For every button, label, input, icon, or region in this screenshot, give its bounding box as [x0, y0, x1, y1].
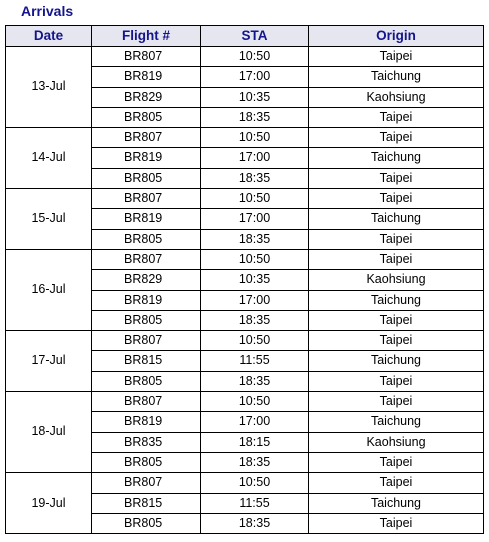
flight-number-cell: BR819 [92, 209, 201, 229]
sta-cell: 10:35 [201, 270, 309, 290]
sta-cell: 17:00 [201, 148, 309, 168]
sta-cell: 11:55 [201, 351, 309, 371]
flight-number-cell: BR829 [92, 270, 201, 290]
origin-cell: Taipei [309, 331, 484, 351]
flight-number-cell: BR819 [92, 412, 201, 432]
date-cell: 14-Jul [6, 128, 92, 189]
origin-cell: Taipei [309, 452, 484, 472]
sta-cell: 10:50 [201, 189, 309, 209]
sta-cell: 18:15 [201, 432, 309, 452]
page-title: Arrivals [21, 3, 74, 19]
date-cell: 19-Jul [6, 473, 92, 534]
flight-number-cell: BR805 [92, 107, 201, 127]
origin-cell: Taichung [309, 290, 484, 310]
sta-cell: 11:55 [201, 493, 309, 513]
origin-cell: Taichung [309, 412, 484, 432]
sta-cell: 18:35 [201, 452, 309, 472]
origin-cell: Taipei [309, 473, 484, 493]
flight-number-cell: BR805 [92, 371, 201, 391]
flight-number-cell: BR807 [92, 47, 201, 67]
date-cell: 17-Jul [6, 331, 92, 392]
column-header-sta: STA [201, 26, 309, 47]
sta-cell: 18:35 [201, 168, 309, 188]
table-row [6, 249, 484, 269]
origin-cell: Taipei [309, 47, 484, 67]
flight-number-cell: BR807 [92, 331, 201, 351]
origin-cell: Taipei [309, 189, 484, 209]
column-header-date: Date [6, 26, 92, 47]
sta-cell: 18:35 [201, 229, 309, 249]
flight-number-cell: BR819 [92, 148, 201, 168]
sta-cell: 17:00 [201, 67, 309, 87]
sta-cell: 10:50 [201, 249, 309, 269]
flight-number-cell: BR807 [92, 128, 201, 148]
flight-number-cell: BR835 [92, 432, 201, 452]
origin-cell: Taichung [309, 148, 484, 168]
flight-number-cell: BR819 [92, 67, 201, 87]
flight-number-cell: BR805 [92, 310, 201, 330]
date-cell: 18-Jul [6, 392, 92, 473]
sta-cell: 10:50 [201, 331, 309, 351]
flight-number-cell: BR815 [92, 493, 201, 513]
sta-cell: 10:50 [201, 128, 309, 148]
sta-cell: 10:50 [201, 47, 309, 67]
origin-cell: Taipei [309, 107, 484, 127]
sta-cell: 10:50 [201, 392, 309, 412]
sta-cell: 17:00 [201, 412, 309, 432]
origin-cell: Taichung [309, 351, 484, 371]
table-body [6, 47, 484, 534]
origin-cell: Taipei [309, 371, 484, 391]
origin-cell: Taipei [309, 229, 484, 249]
flight-number-cell: BR829 [92, 87, 201, 107]
table-row [6, 47, 484, 67]
flight-number-cell: BR805 [92, 452, 201, 472]
flight-number-cell: BR815 [92, 351, 201, 371]
arrivals-table [5, 25, 484, 534]
sta-cell: 18:35 [201, 371, 309, 391]
flight-number-cell: BR805 [92, 168, 201, 188]
origin-cell: Taipei [309, 168, 484, 188]
origin-cell: Taichung [309, 493, 484, 513]
column-header-flight: Flight # [92, 26, 201, 47]
column-header-origin: Origin [309, 26, 484, 47]
origin-cell: Taipei [309, 128, 484, 148]
table-row [6, 128, 484, 148]
sta-cell: 17:00 [201, 290, 309, 310]
date-cell: 13-Jul [6, 47, 92, 128]
origin-cell: Taichung [309, 67, 484, 87]
origin-cell: Taipei [309, 249, 484, 269]
flight-number-cell: BR805 [92, 513, 201, 533]
origin-cell: Taichung [309, 209, 484, 229]
flight-number-cell: BR807 [92, 189, 201, 209]
sta-cell: 18:35 [201, 107, 309, 127]
flight-number-cell: BR805 [92, 229, 201, 249]
table-row [6, 189, 484, 209]
date-cell: 16-Jul [6, 249, 92, 330]
table-row [6, 473, 484, 493]
flight-number-cell: BR807 [92, 249, 201, 269]
origin-cell: Taipei [309, 513, 484, 533]
sta-cell: 10:50 [201, 473, 309, 493]
flight-number-cell: BR819 [92, 290, 201, 310]
origin-cell: Kaohsiung [309, 87, 484, 107]
flight-number-cell: BR807 [92, 392, 201, 412]
sta-cell: 10:35 [201, 87, 309, 107]
sta-cell: 17:00 [201, 209, 309, 229]
table-row [6, 392, 484, 412]
sta-cell: 18:35 [201, 310, 309, 330]
date-cell: 15-Jul [6, 189, 92, 250]
sta-cell: 18:35 [201, 513, 309, 533]
origin-cell: Taipei [309, 392, 484, 412]
origin-cell: Kaohsiung [309, 270, 484, 290]
origin-cell: Taipei [309, 310, 484, 330]
origin-cell: Kaohsiung [309, 432, 484, 452]
table-header-row [6, 26, 484, 47]
flight-number-cell: BR807 [92, 473, 201, 493]
table-row [6, 331, 484, 351]
